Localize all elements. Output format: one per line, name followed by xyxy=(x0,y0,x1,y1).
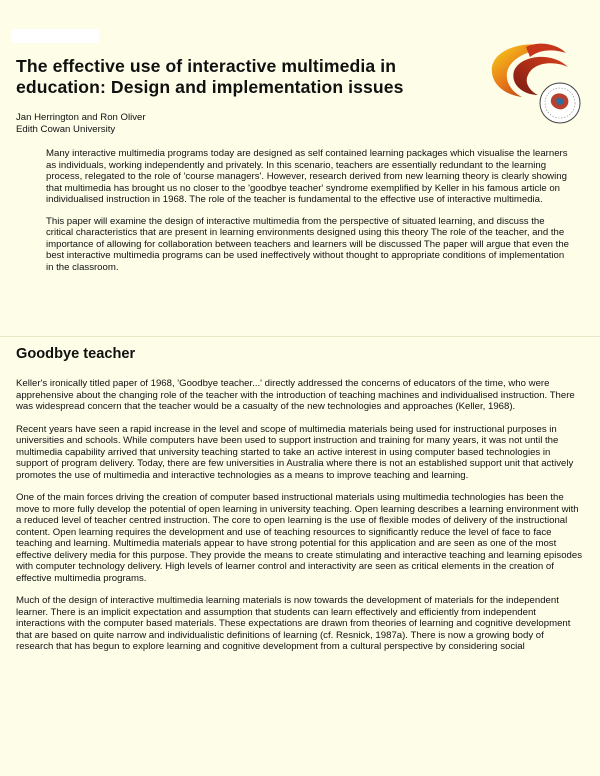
abstract-paragraph: This paper will examine the design of interactive multimedia from the perspective of situated learning, and discuss the critical characteristics that are present in learning environments designed using this theory The role of the teacher, and the importance of allowing for collaboration between teachers and learners will be discussed The paper will argue that even the best interactive multimedia programs can be used ineffectively without thought to appropriate conditions of implementation in the classroom. xyxy=(46,215,569,273)
body-paragraph: Keller's ironically titled paper of 1968, 'Goodbye teacher...' directly addressed the concerns of educators of the time, who were apprehensive about the changing role of the teacher with the introduction of teaching machines and individualised instruction. There was widespread concern that the teacher would be a casualty of the new technologies and approaches (Keller, 1968). xyxy=(16,378,575,412)
body-paragraph: One of the main forces driving the creation of computer based instructional materials using multimedia technologies has been the move to more fully develop the potential of open learning in university teaching. Open learning describes a learning environment with a reduced level of teacher centred instruction. The core to open learning is the use of flexible modes of delivery of the instructional content. Open learning requires the development and use of teaching resources to significantly reduce the level of face to face teaching and learning. Multimedia materials appear to have strong potential for this application and are seen as one of the most effective delivery media for this purpose. They provide the means to create stimulating and interactive teaching and learning episodes with computer technology delivery. High levels of learner control and interactivity are seen as critical elements in the creation of effective multimedia programs. xyxy=(16,492,583,584)
paper-title: The effective use of interactive multimedia in education: Design and implementation issues xyxy=(16,56,404,97)
abstract-paragraph: Many interactive multimedia programs today are designed as self contained learning packages which visualise the learners as individuals, working independently and privately. In this scenario, teachers are essentially redundant to the learning process, relegated to the role of 'course managers'. However, research derived from new learning theory is clearly showing that multimedia has brought us no closer to the 'goodbye teacher' syndrome exemplified by Keller in his famous article on individualised instruction in 1968. The role of the teacher is fundamental to the effective use of interactive multimedia. xyxy=(46,148,568,205)
section-body xyxy=(16,378,582,664)
affiliation: Edith Cowan University xyxy=(16,123,116,135)
top-white-tab xyxy=(11,29,99,43)
section-divider xyxy=(0,336,600,337)
authors: Jan Herrington and Ron Oliver xyxy=(16,112,146,123)
body-paragraph: Much of the design of interactive multimedia learning materials is now towards the development of materials for the independent learner. There is an implicit expectation and assumption that students can learn effectively and efficiently from independent interactions with the computer based materials. These expectations are drawn from theories of learning and cognitive development that are based on quite narrow and individualistic definitions of learning (cf. Resnick, 1987a). There is now a growing body of research that has begun to explore learning and cognitive development from a cultural perspective by considering social xyxy=(16,595,571,652)
author-block xyxy=(16,112,146,135)
abstract xyxy=(46,148,572,283)
body-paragraph: Recent years have seen a rapid increase in the level and scope of multimedia materials being used for instructional purposes in universities and schools. While computers have been used to support instruction and training for many years, it was not until the multimedia capability arrived that university teaching started to take an active interest in using computer based technologies in support of program delivery. Today, there are few universities in Australia where there is not an established support unit that actively promotes the use of multimedia and interactive technologies as a means to improve teaching and learning. xyxy=(16,423,574,481)
section-heading: Goodbye teacher xyxy=(16,346,136,362)
conference-logo-icon xyxy=(486,37,586,129)
